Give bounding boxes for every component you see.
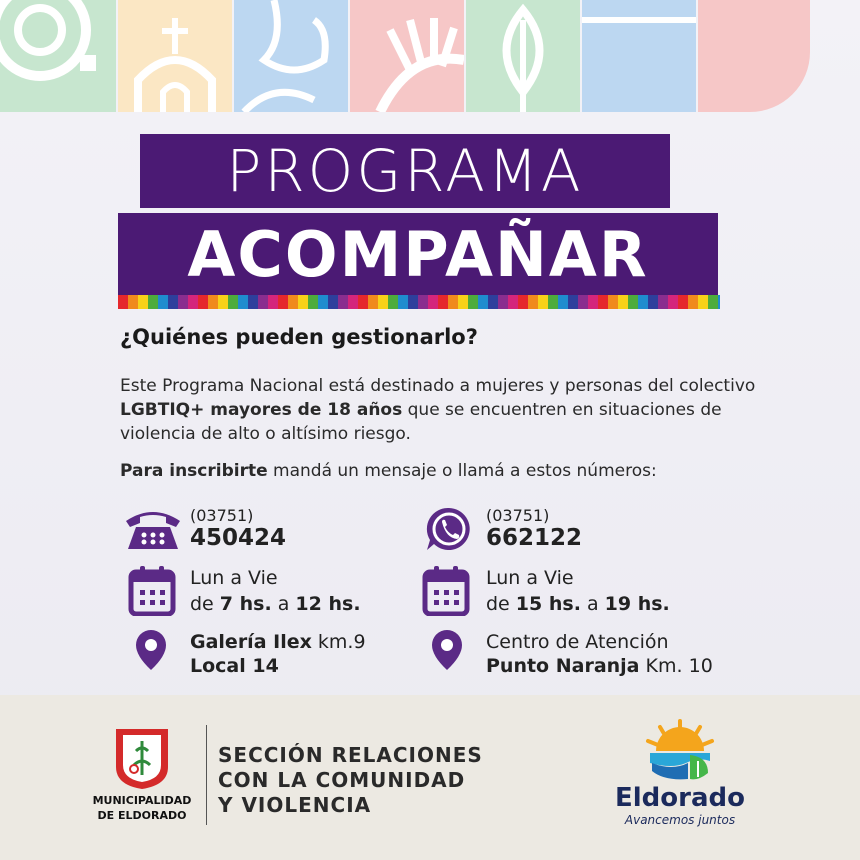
hours-prefix: de — [190, 593, 220, 615]
contact-2-area-code: (03751) — [486, 506, 550, 525]
title-line-2: ACOMPAÑAR — [118, 213, 718, 295]
place-line2-bold: Local 14 — [190, 655, 279, 677]
title-line-1: PROGRAMA — [140, 134, 670, 208]
place-line2-rest: Km. 10 — [639, 655, 713, 677]
description-text-2: que se encuentren en situaciones de violencia de alto o altísimo riesgo. — [120, 400, 722, 444]
description-text-1: Este Programa Nacional está destinado a mujeres y personas del colectivo — [120, 376, 756, 396]
section-line-2: CON LA COMUNIDAD — [218, 768, 466, 792]
brand-slogan: Avancemos juntos — [624, 813, 736, 827]
location-pin-icon — [134, 628, 168, 672]
church-tile-icon — [118, 0, 232, 112]
place-rest: Centro de Atención — [486, 631, 669, 653]
bird-tile-icon — [234, 0, 348, 112]
place-bold: Galería Ilex — [190, 631, 312, 653]
place-rest: km.9 — [311, 631, 366, 653]
location-2-line-1 — [486, 630, 669, 654]
hours-from: 15 hs. — [515, 593, 581, 615]
schedule-1 — [128, 564, 388, 618]
sun-tile-icon — [350, 0, 464, 112]
hours-mid: a — [271, 593, 296, 615]
description-paragraph — [120, 374, 760, 446]
blue-tile — [582, 0, 696, 112]
header-decoration — [0, 0, 860, 112]
municipality-line-2: DE ELDORADO — [97, 809, 187, 822]
section-line-1: SECCIÓN RELACIONES — [218, 743, 483, 767]
place-line2-bold: Punto Naranja — [486, 655, 640, 677]
location-1 — [134, 628, 394, 682]
pink-tile — [698, 0, 810, 112]
contact-phone-1[interactable] — [122, 505, 402, 555]
municipality-line-1: MUNICIPALIDAD — [92, 794, 192, 807]
contact-1-area-code: (03751) — [190, 506, 254, 525]
section-line-3: Y VIOLENCIA — [218, 793, 372, 817]
schedule-1-hours — [190, 592, 361, 616]
eldorado-logo-icon — [642, 717, 718, 783]
register-instructions — [120, 461, 760, 481]
location-pin-icon — [430, 628, 464, 672]
hours-mid: a — [580, 593, 605, 615]
location-2-line-2 — [486, 654, 713, 678]
leaf-tile-icon — [466, 0, 580, 112]
calendar-icon — [422, 564, 470, 616]
footer — [0, 695, 860, 860]
hours-to: 19 hs. — [604, 593, 670, 615]
hours-prefix: de — [486, 593, 516, 615]
whatsapp-icon — [424, 505, 474, 553]
calendar-icon — [128, 564, 176, 616]
question-heading: ¿Quiénes pueden gestionarlo? — [120, 325, 478, 349]
location-1-line-1 — [190, 630, 366, 654]
description-highlight: LGBTIQ+ mayores de 18 años — [120, 400, 403, 420]
gear-tile-icon — [0, 0, 116, 112]
contact-2-number: 662122 — [486, 525, 583, 551]
footer-divider — [206, 725, 207, 825]
contact-1-number: 450424 — [190, 525, 287, 551]
contact-whatsapp-2[interactable] — [424, 505, 724, 555]
rainbow-stripe — [118, 295, 720, 309]
municipality-shield-icon — [112, 725, 172, 791]
schedule-2-days: Lun a Vie — [486, 567, 574, 589]
hours-to: 12 hs. — [295, 593, 361, 615]
location-1-line-2 — [190, 654, 279, 678]
register-text: mandá un mensaje o llamá a estos números: — [267, 461, 657, 481]
register-bold: Para inscribirte — [120, 461, 268, 481]
telephone-icon — [122, 505, 184, 551]
brand-name: Eldorado — [615, 783, 745, 813]
schedule-2 — [422, 564, 702, 618]
municipality-name — [82, 793, 202, 823]
schedule-1-days: Lun a Vie — [190, 567, 278, 589]
hours-from: 7 hs. — [219, 593, 272, 615]
schedule-2-hours — [486, 592, 670, 616]
section-title — [218, 743, 483, 818]
location-2 — [430, 628, 740, 682]
